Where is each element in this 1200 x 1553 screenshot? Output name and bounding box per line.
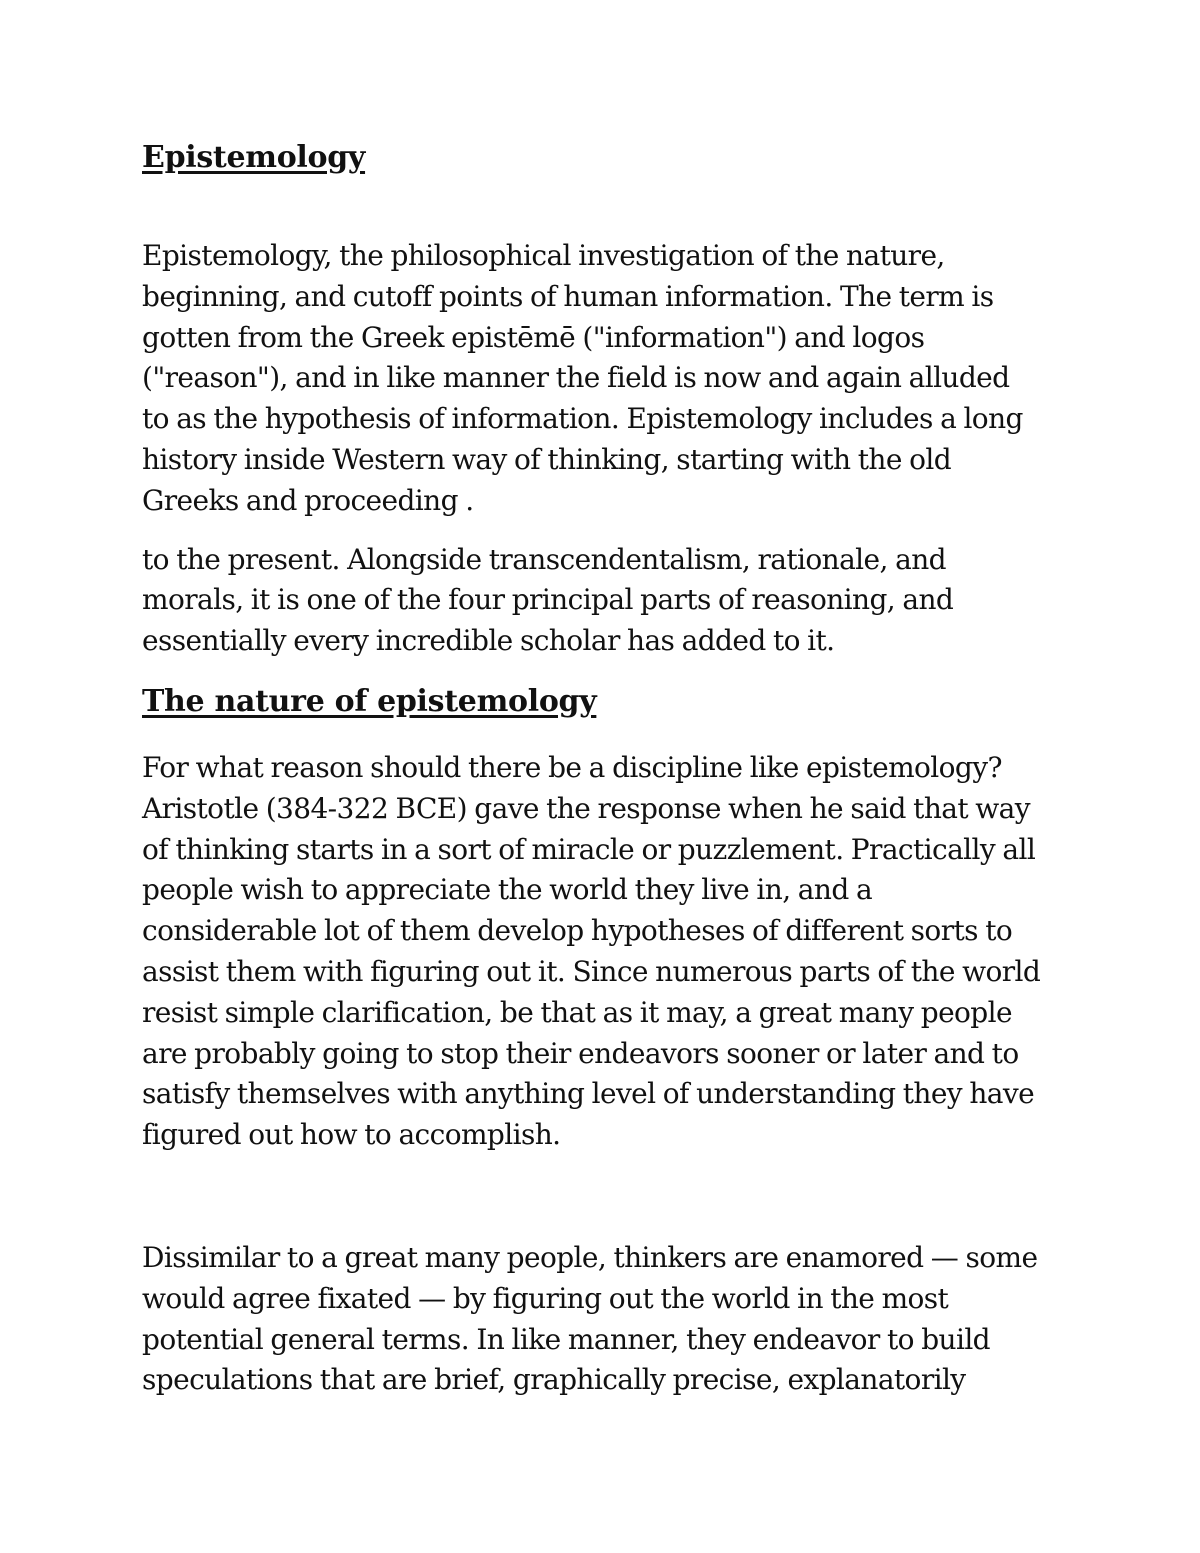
text-line: Aristotle (384-322 BCE) gave the response when he said that way [142, 791, 1030, 825]
section-paragraph [142, 1238, 1072, 1401]
text-line: to as the hypothesis of information. Epistemology includes a long [142, 402, 1023, 436]
intro-continuation-paragraph [142, 540, 1072, 662]
document-title: Epistemology [142, 140, 366, 175]
text-line: of thinking starts in a sort of miracle or puzzlement. Practically all [142, 832, 1036, 866]
section-heading: The nature of epistemology [142, 683, 597, 719]
text-line: Dissimilar to a great many people, thinkers are enamored — some [142, 1240, 1038, 1274]
intro-paragraph [142, 236, 1072, 522]
text-line: to the present. Alongside transcendentalism, rationale, and [142, 542, 946, 576]
text-line: satisfy themselves with anything level of understanding they have [142, 1077, 1035, 1111]
text-line: Greeks and proceeding . [142, 483, 474, 517]
text-line: beginning, and cutoff points of human information. The term is [142, 279, 994, 313]
text-line: people wish to appreciate the world they live in, and a [142, 873, 873, 907]
text-line: figured out how to accomplish. [142, 1118, 561, 1152]
text-line: considerable lot of them develop hypotheses of different sorts to [142, 914, 1013, 948]
text-line: ("reason"), and in like manner the field is now and again alluded [142, 361, 1010, 395]
text-line: morals, it is one of the four principal parts of reasoning, and [142, 583, 954, 617]
text-line: are probably going to stop their endeavors sooner or later and to [142, 1036, 1019, 1070]
text-line: assist them with figuring out it. Since numerous parts of the world [142, 954, 1041, 988]
text-line: would agree fixated — by figuring out the world in the most [142, 1281, 949, 1315]
document-page [142, 138, 1072, 1401]
text-line: Epistemology, the philosophical investigation of the nature, [142, 239, 945, 272]
text-line: speculations that are brief, graphically precise, explanatorily [142, 1363, 966, 1397]
text-line: resist simple clarification, be that as it may, a great many people [142, 995, 1012, 1029]
text-line: gotten from the Greek epistēmē ("information") and logos [142, 320, 925, 354]
text-line: potential general terms. In like manner, they endeavor to build [142, 1322, 991, 1356]
text-line: essentially every incredible scholar has added to it. [142, 624, 835, 658]
text-line: For what reason should there be a discipline like epistemology? [142, 750, 1002, 784]
section-paragraph [142, 748, 1072, 1156]
text-line: history inside Western way of thinking, starting with the old [142, 442, 952, 476]
